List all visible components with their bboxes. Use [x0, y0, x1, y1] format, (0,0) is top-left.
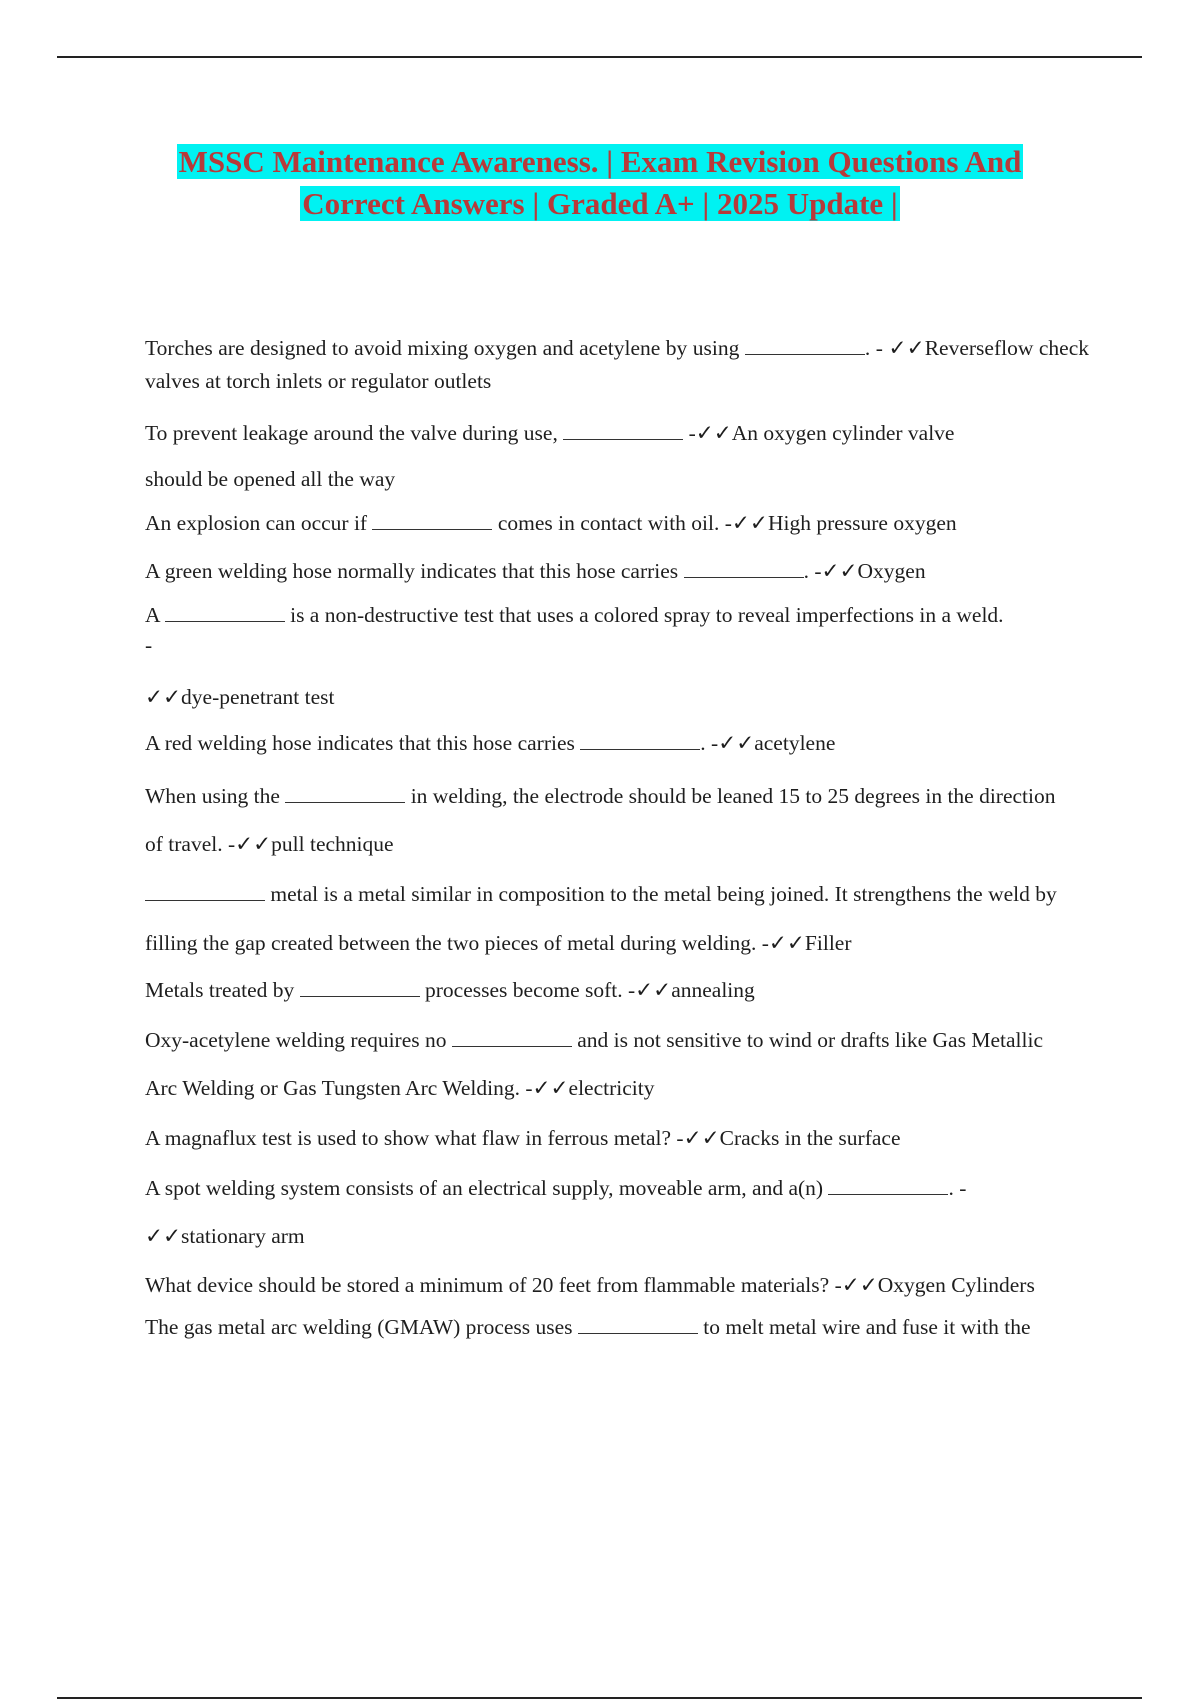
- title-line-1: MSSC Maintenance Awareness. | Exam Revision Questions And: [178, 144, 1022, 179]
- qa-item-5-answer: [145, 680, 1089, 714]
- check-marks-icon: ✓✓: [841, 1273, 878, 1297]
- check-marks-icon: ✓✓: [821, 559, 858, 583]
- answer-text: Oxygen Cylinders: [877, 1273, 1035, 1297]
- qa-item-11: [145, 1116, 1089, 1160]
- top-rule: [57, 56, 1142, 58]
- check-marks-icon: ✓✓: [532, 1076, 569, 1100]
- answer-blank: [165, 603, 285, 622]
- answer-text: acetylene: [754, 731, 836, 755]
- qa-item-4: [145, 554, 1089, 588]
- qa-item-9: [145, 968, 1089, 1012]
- question-text: to melt metal wire and fuse it with the: [703, 1315, 1031, 1339]
- document-title: [0, 141, 1200, 225]
- check-marks-icon: ✓✓: [731, 511, 768, 535]
- question-text: An explosion can occur if: [145, 511, 368, 535]
- question-dash: -: [145, 633, 153, 657]
- question-text: A spot welding system consists of an electrical supply, moveable arm, and a(n): [145, 1176, 824, 1200]
- qa-item-6: [145, 726, 1089, 760]
- answer-text: Reverseflow check valves at torch inlets or regulator outlets: [145, 336, 1089, 393]
- question-text: Torches are designed to avoid mixing oxygen and acetylene by using: [145, 336, 740, 360]
- answer-blank: [300, 978, 420, 997]
- answer-blank: [285, 784, 405, 803]
- question-text: metal is a metal similar in composition to the metal being joined. It strengthens the weld by filling the gap created between the two pieces of metal during welding. -: [145, 882, 1057, 955]
- qa-item-5: [145, 600, 1089, 660]
- question-text: A red welding hose indicates that this hose carries: [145, 731, 575, 755]
- question-text: and is not sensitive to wind or drafts like Gas Metallic Arc Welding or Gas Tungsten Arc Welding. -: [145, 1028, 1043, 1100]
- question-text: . -: [948, 1176, 967, 1200]
- question-text: What device should be stored a minimum of 20 feet from flammable materials? -: [145, 1273, 842, 1297]
- question-text: -: [688, 421, 696, 445]
- question-text: A magnaflux test is used to show what flaw in ferrous metal? -: [145, 1126, 684, 1150]
- question-text: . -: [700, 731, 719, 755]
- question-text: comes in contact with oil. -: [497, 511, 732, 535]
- check-marks-icon: ✓✓: [888, 336, 925, 360]
- answer-blank: [452, 1028, 572, 1047]
- answer-text: electricity: [568, 1076, 655, 1100]
- answer-blank: [745, 336, 865, 355]
- answer-text: Oxygen: [857, 559, 926, 583]
- question-text: To prevent leakage around the valve during use,: [145, 421, 558, 445]
- check-marks-icon: ✓✓: [683, 1126, 720, 1150]
- check-marks-icon: ✓✓: [695, 421, 732, 445]
- question-text: A green welding hose normally indicates that this hose carries: [145, 559, 679, 583]
- answer-blank: [578, 1315, 698, 1334]
- question-text: A: [145, 603, 160, 627]
- qa-item-10: [145, 1016, 1065, 1112]
- answer-text: High pressure oxygen: [767, 511, 957, 535]
- question-text: When using the: [145, 784, 280, 808]
- check-marks-icon: ✓✓: [718, 731, 755, 755]
- question-text: Oxy-acetylene welding requires no: [145, 1028, 447, 1052]
- qa-list: [145, 332, 1089, 1342]
- question-text: processes become soft. -: [425, 978, 636, 1002]
- qa-item-1: [145, 332, 1089, 398]
- answer-text: annealing: [671, 978, 755, 1002]
- question-text: Metals treated by: [145, 978, 295, 1002]
- check-marks-icon: ✓✓: [768, 931, 805, 955]
- answer-text: Filler: [804, 931, 852, 955]
- check-marks-icon: ✓✓: [235, 832, 272, 856]
- answer-blank: [563, 421, 683, 440]
- bottom-rule: [57, 1697, 1142, 1699]
- qa-item-7: [145, 772, 1065, 868]
- qa-item-13: [145, 1262, 1055, 1308]
- qa-item-12: [145, 1164, 1050, 1260]
- answer-blank: [684, 559, 804, 578]
- answer-text: An oxygen cylinder valve should be opened all the way: [145, 421, 955, 491]
- check-marks-icon: ✓✓: [145, 685, 182, 709]
- question-text: is a non-destructive test that uses a colored spray to reveal imperfections in a weld.: [290, 603, 1004, 627]
- check-marks-icon: ✓✓: [635, 978, 672, 1002]
- answer-blank: [580, 731, 700, 750]
- question-text: The gas metal arc welding (GMAW) process uses: [145, 1315, 573, 1339]
- answer-blank: [372, 511, 492, 530]
- answer-blank: [828, 1176, 948, 1195]
- qa-item-2: [145, 410, 995, 502]
- answer-text: stationary arm: [181, 1224, 305, 1248]
- answer-text: dye-penetrant test: [181, 685, 335, 709]
- answer-text: Cracks in the surface: [719, 1126, 901, 1150]
- question-text: . -: [864, 336, 883, 360]
- qa-item-14: [145, 1312, 1089, 1342]
- question-text: . -: [803, 559, 822, 583]
- qa-item-3: [145, 506, 1089, 540]
- answer-text: pull technique: [271, 832, 394, 856]
- title-line-2: Correct Answers | Graded A+ | 2025 Update |: [302, 186, 898, 221]
- answer-blank: [145, 882, 265, 901]
- question-text: in welding, the electrode should be leaned 15 to 25 degrees in the direction of travel. -: [145, 784, 1056, 856]
- check-marks-icon: ✓✓: [145, 1224, 182, 1248]
- qa-item-8: [145, 870, 1080, 968]
